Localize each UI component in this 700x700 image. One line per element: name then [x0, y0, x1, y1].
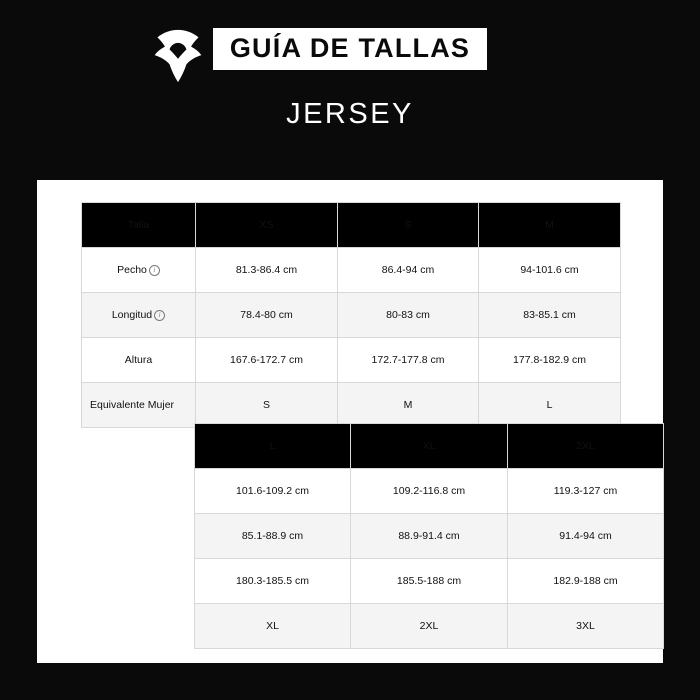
column-header-xl: XL: [351, 424, 508, 469]
cell-pecho-l: 101.6-109.2 cm: [195, 469, 351, 514]
cell-pecho-2xl: 119.3-127 cm: [508, 469, 664, 514]
column-header-xs: XS: [196, 203, 338, 248]
info-icon[interactable]: i: [149, 265, 160, 276]
cell-altura-xs: 167.6-172.7 cm: [196, 338, 338, 383]
cell-pecho-xs: 81.3-86.4 cm: [196, 248, 338, 293]
cell-longitud-m: 83-85.1 cm: [479, 293, 621, 338]
row-label-equivalente-mujer: Equivalente Mujer: [82, 383, 196, 428]
page-title: GUÍA DE TALLAS: [213, 28, 487, 70]
cell-altura-l: 180.3-185.5 cm: [195, 559, 351, 604]
cell-altura-xl: 185.5-188 cm: [351, 559, 508, 604]
cell-longitud-xl: 88.9-91.4 cm: [351, 514, 508, 559]
size-table-primary: [81, 202, 621, 428]
column-header-s: S: [338, 203, 479, 248]
header-top-row: [0, 28, 700, 70]
column-header-talla: Talla: [82, 203, 196, 248]
table-header-row: [82, 203, 621, 248]
info-icon[interactable]: i: [154, 310, 165, 321]
cell-longitud-l: 85.1-88.9 cm: [195, 514, 351, 559]
row-label-text: Longitud: [111, 309, 153, 321]
table-row: [195, 604, 664, 649]
column-header-m: M: [479, 203, 621, 248]
row-label-pecho: [82, 248, 196, 293]
row-label-altura: Altura: [82, 338, 196, 383]
column-header-l: L: [195, 424, 351, 469]
cell-longitud-s: 80-83 cm: [338, 293, 479, 338]
cell-altura-s: 172.7-177.8 cm: [338, 338, 479, 383]
fox-head-logo-icon: [148, 28, 208, 84]
table-row: [82, 248, 621, 293]
table-header-row: [195, 424, 664, 469]
page-header: [0, 0, 700, 178]
table-row: [195, 514, 664, 559]
cell-equivalente-2xl: 3XL: [508, 604, 664, 649]
table-row: [82, 293, 621, 338]
row-label-longitud: [82, 293, 196, 338]
cell-altura-2xl: 182.9-188 cm: [508, 559, 664, 604]
cell-equivalente-xl: 2XL: [351, 604, 508, 649]
size-table-secondary: [194, 423, 664, 649]
size-chart-card: [37, 180, 663, 663]
cell-equivalente-l: XL: [195, 604, 351, 649]
cell-pecho-s: 86.4-94 cm: [338, 248, 479, 293]
row-label-text: Pecho: [117, 264, 147, 276]
table-row: [195, 559, 664, 604]
cell-equivalente-m: L: [479, 383, 621, 428]
cell-altura-m: 177.8-182.9 cm: [479, 338, 621, 383]
cell-longitud-xs: 78.4-80 cm: [196, 293, 338, 338]
cell-pecho-m: 94-101.6 cm: [479, 248, 621, 293]
table-row: [82, 383, 621, 428]
table-row: [195, 469, 664, 514]
column-header-2xl: 2XL: [508, 424, 664, 469]
table-row: [82, 338, 621, 383]
page-subtitle: JERSEY: [286, 98, 414, 130]
cell-longitud-2xl: 91.4-94 cm: [508, 514, 664, 559]
cell-equivalente-s: M: [338, 383, 479, 428]
cell-equivalente-xs: S: [196, 383, 338, 428]
cell-pecho-xl: 109.2-116.8 cm: [351, 469, 508, 514]
